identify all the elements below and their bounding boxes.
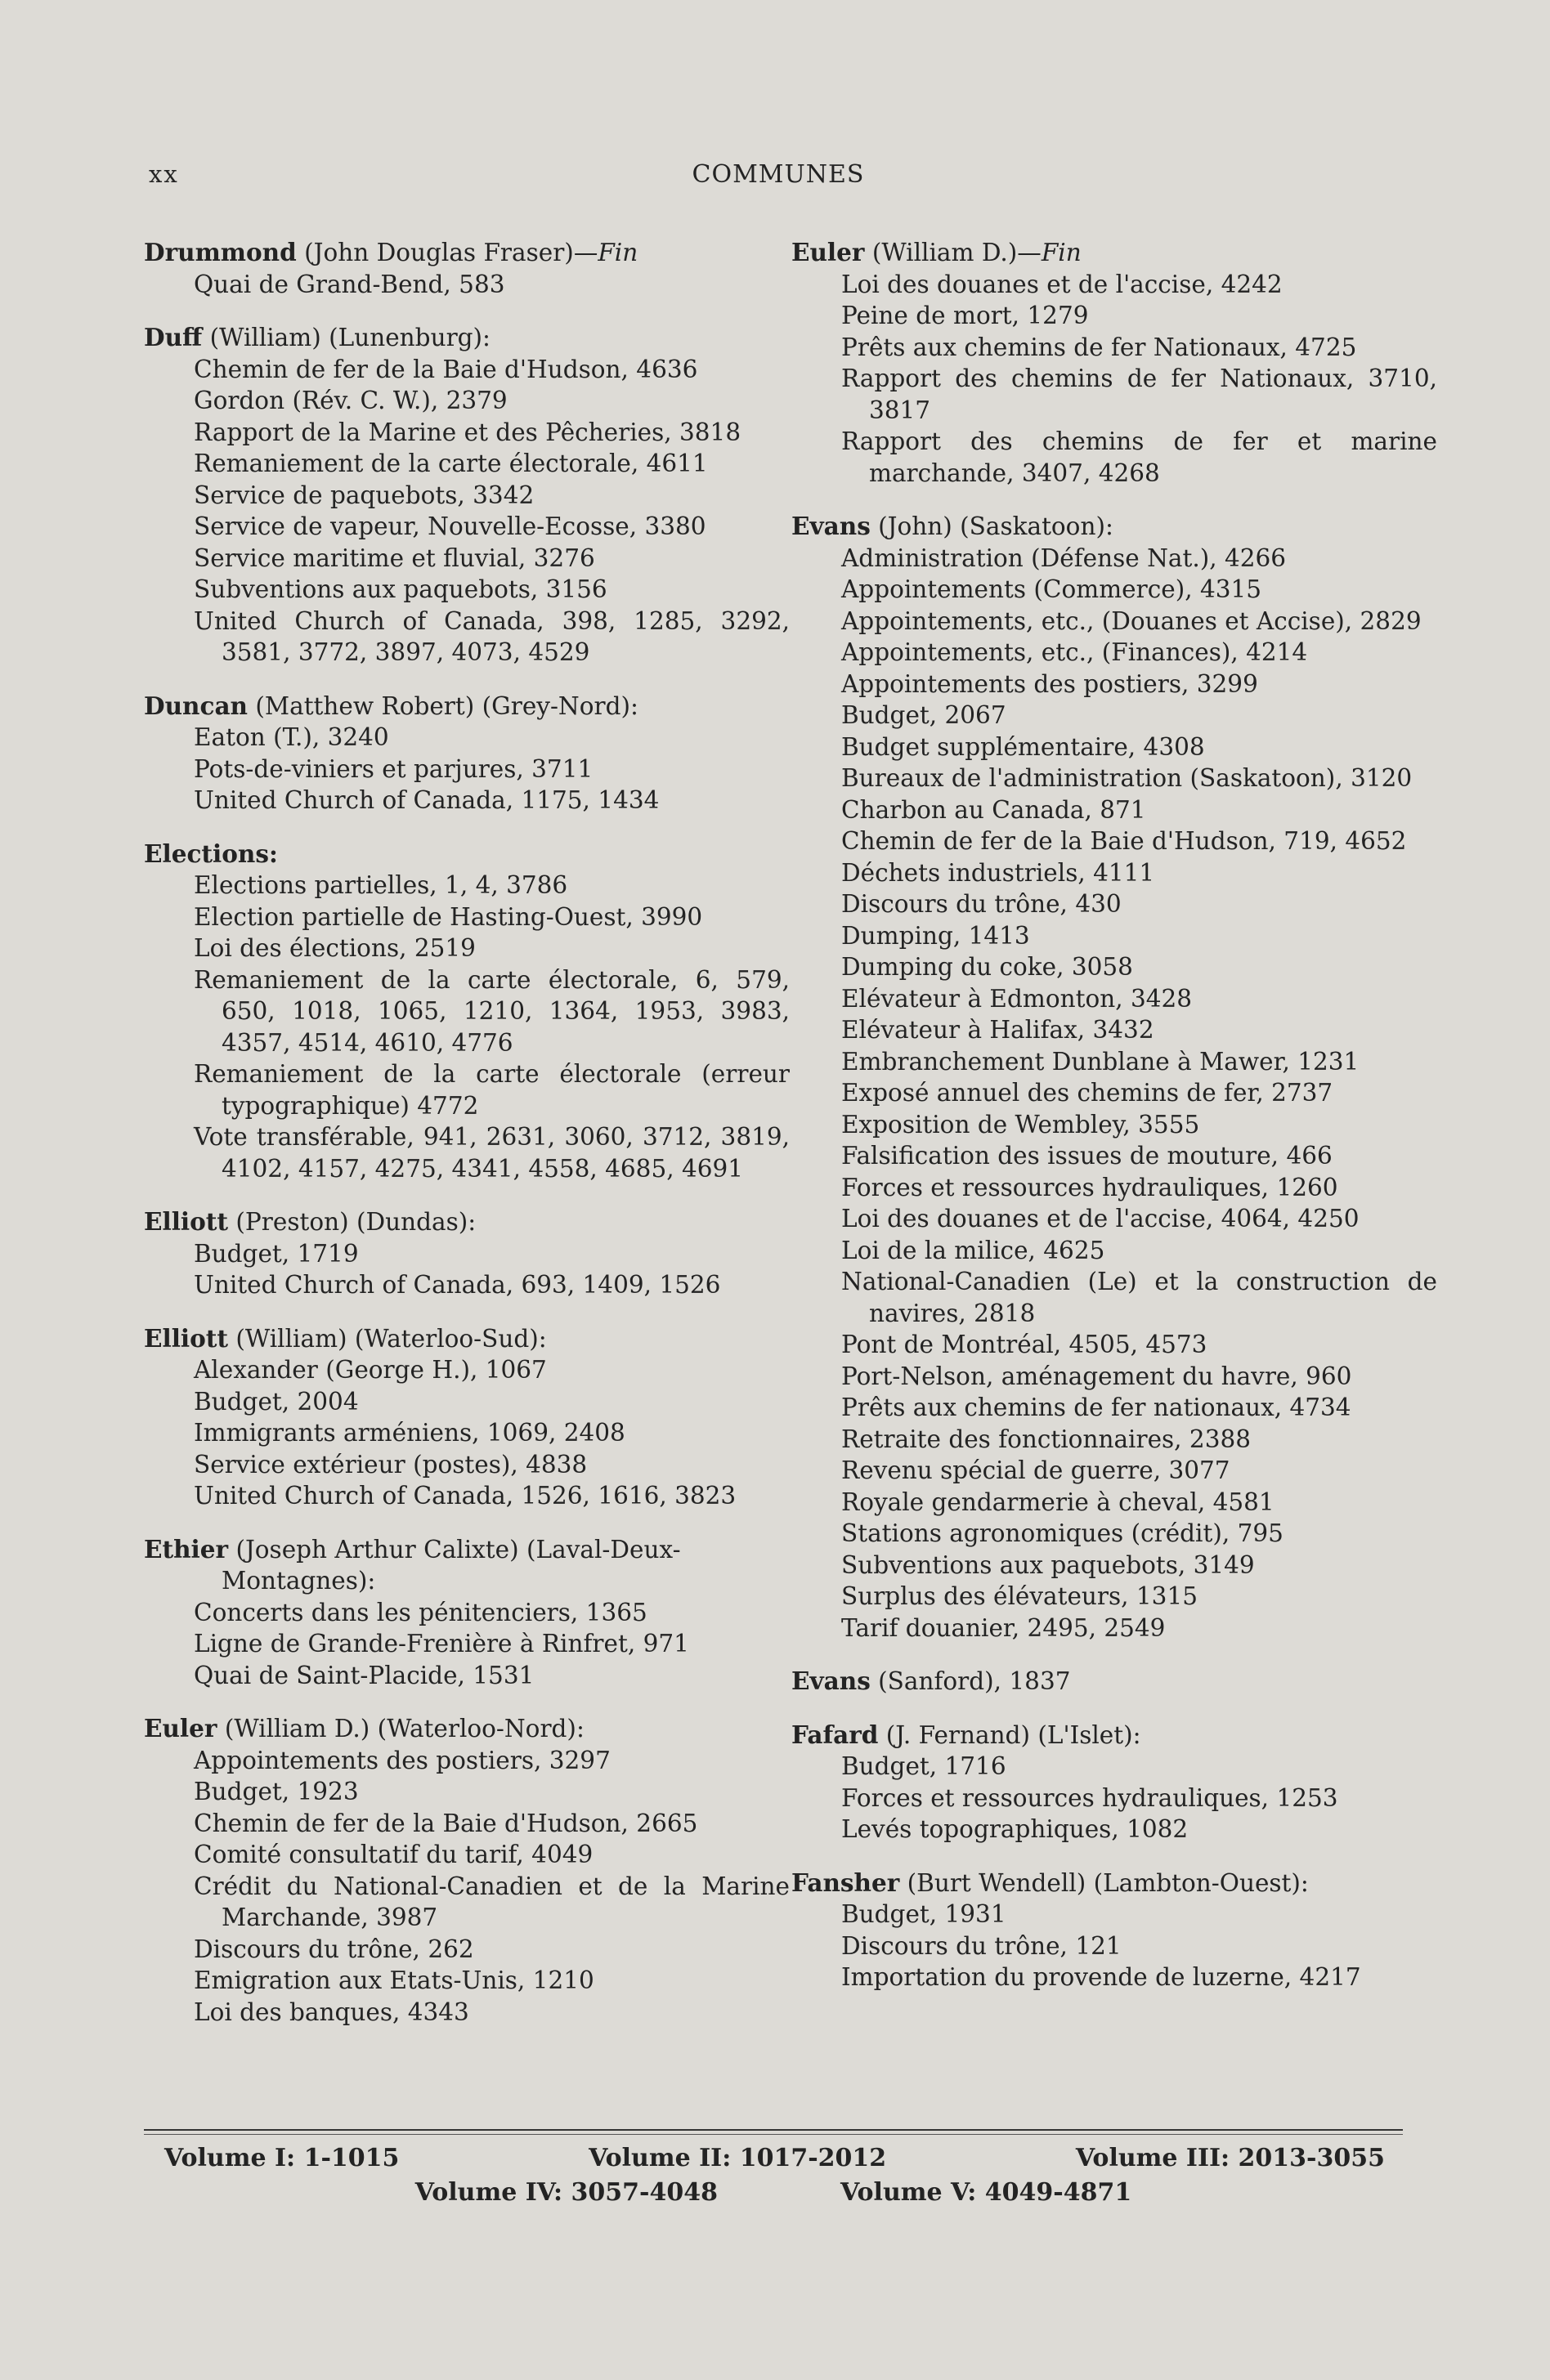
index-entry: [144, 1713, 790, 2028]
member-name: Fafard: [791, 1720, 879, 1749]
index-subentry: Bureaux de l'administration (Saskatoon), 3120: [841, 764, 1413, 792]
index-subentry: Déchets industriels, 4111: [841, 858, 1155, 887]
index-subentry: Budget, 1719: [194, 1239, 359, 1268]
index-subentry: United Church of Canada, 398, 1285, 3292, 3581, 3772, 3897, 4073, 4529: [194, 606, 790, 666]
index-subentry: Budget, 2004: [194, 1387, 359, 1416]
index-subentry: Discours du trône, 430: [841, 890, 1122, 918]
member-details: (William D.) (Waterloo-Nord):: [217, 1715, 585, 1742]
footer-rule: [144, 2129, 1403, 2131]
index-subentry: Embranchement Dunblane à Mawer, 1231: [841, 1047, 1360, 1076]
volume-5-range: Volume V: 4049-4871: [840, 2178, 1132, 2207]
member-name: Elliott: [144, 1207, 229, 1236]
member-details: (Joseph Arthur Calixte) (Laval-Deux-Montagnes):: [222, 1535, 681, 1595]
index-subentry: Peine de mort, 1279: [841, 302, 1089, 329]
index-entry: [791, 1868, 1437, 1993]
index-subentry: Elévateur à Edmonton, 3428: [841, 984, 1193, 1013]
volume-1-range: Volume I: 1-1015: [164, 2144, 400, 2172]
member-details: (William D.)—: [864, 239, 1042, 266]
index-subentry: Dumping du coke, 3058: [841, 953, 1133, 981]
entry-heading: [144, 1206, 790, 1238]
index-subentry: Loi de la milice, 4625: [841, 1236, 1105, 1264]
index-subentry: Port-Nelson, aménagement du havre, 960: [841, 1362, 1352, 1390]
entry-heading: [144, 1713, 790, 1745]
index-subentry: Service de vapeur, Nouvelle-Ecosse, 3380: [194, 512, 706, 540]
member-details: (William) (Waterloo-Sud):: [228, 1324, 547, 1353]
index-subentry: Discours du trône, 121: [841, 1931, 1122, 1960]
member-details: (John) (Saskatoon):: [870, 512, 1113, 540]
index-subentry: Loi des banques, 4343: [194, 1998, 469, 2026]
index-subentry: Exposition de Wembley, 3555: [841, 1110, 1200, 1139]
entry-heading: [144, 691, 790, 722]
member-name: Drummond: [144, 238, 297, 266]
index-subentry: Discours du trône, 262: [194, 1935, 474, 1963]
index-subentry: Rapport des chemins de fer et marine marchande, 3407, 4268: [841, 427, 1437, 487]
entry-heading: [144, 839, 790, 870]
index-subentry: Exposé annuel des chemins de fer, 2737: [841, 1079, 1333, 1107]
index-subentry: Crédit du National-Canadien et de la Marine Marchande, 3987: [194, 1872, 790, 1931]
index-subentry: Service de paquebots, 3342: [194, 481, 535, 509]
index-subentry: Remaniement de la carte électorale (erreur typographique) 4772: [194, 1060, 790, 1120]
member-name: Duff: [144, 323, 203, 351]
index-subentry: Prêts aux chemins de fer Nationaux, 4725: [841, 333, 1357, 361]
index-subentry: Gordon (Rév. C. W.), 2379: [194, 387, 508, 414]
index-subentry: Rapport des chemins de fer Nationaux, 3710, 3817: [841, 365, 1437, 424]
index-subentry: Appointements des postiers, 3297: [194, 1746, 611, 1774]
index-subentry: Vote transférable, 941, 2631, 3060, 3712, 3819, 4102, 4157, 4275, 4341, 4558, 4685, 4691: [194, 1123, 790, 1183]
volume-footer: [144, 2141, 1403, 2210]
index-subentry: Eaton (T.), 3240: [194, 723, 389, 751]
index-subentry: Budget, 1923: [194, 1778, 359, 1805]
index-subentry: Chemin de fer de la Baie d'Hudson, 2665: [194, 1809, 698, 1837]
index-subentry: Ligne de Grande-Frenière à Rinfret, 971: [194, 1630, 689, 1658]
index-subentry: Administration (Défense Nat.), 4266: [841, 544, 1287, 572]
member-details: (Preston) (Dundas):: [228, 1208, 477, 1236]
index-column-left: [144, 237, 790, 2050]
index-subentry: Quai de Grand-Bend, 583: [194, 270, 505, 298]
index-subentry: Prêts aux chemins de fer nationaux, 4734: [841, 1394, 1351, 1421]
entry-heading: [791, 237, 1437, 269]
index-entry: [144, 1534, 790, 1692]
member-details: (J. Fernand) (L'Islet):: [878, 1720, 1141, 1749]
member-details: (William) (Lunenburg):: [202, 324, 491, 351]
index-subentry: Revenu spécial de guerre, 3077: [841, 1456, 1230, 1484]
member-details: (John Douglas Fraser)—: [296, 239, 598, 266]
index-subentry: United Church of Canada, 1175, 1434: [194, 786, 660, 814]
index-column-right: [791, 237, 1437, 2015]
entry-heading: [144, 237, 790, 269]
index-subentry: National-Canadien (Le) et la construction de navires, 2818: [841, 1268, 1437, 1327]
member-name: Euler: [791, 238, 865, 266]
index-subentry: Elections partielles, 1, 4, 3786: [194, 871, 568, 899]
index-subentry: Remaniement de la carte électorale, 6, 579, 650, 1018, 1065, 1210, 1364, 1953, 3983, 4357, 4514, 4610, 4776: [194, 965, 790, 1057]
entry-heading: [791, 1720, 1437, 1751]
index-subentry: Importation du provende de luzerne, 4217: [841, 1963, 1361, 1991]
volume-4-range: Volume IV: 3057-4048: [414, 2178, 719, 2207]
member-name: Elliott: [144, 1323, 229, 1353]
index-subentry: Chemin de fer de la Baie d'Hudson, 4636: [194, 355, 698, 383]
index-subentry: Forces et ressources hydrauliques, 1253: [841, 1783, 1338, 1812]
member-details: (Matthew Robert) (Grey-Nord):: [248, 691, 638, 720]
index-subentry: Appointements (Commerce), 4315: [841, 575, 1262, 603]
member-name: Evans: [791, 512, 871, 540]
entry-heading: [144, 322, 790, 354]
member-name: Ethier: [144, 1534, 229, 1564]
footer-rule-thin: [144, 2134, 1403, 2135]
index-subentry: United Church of Canada, 1526, 1616, 3823: [194, 1482, 737, 1510]
index-subentry: Pots-de-viniers et parjures, 3711: [194, 754, 594, 783]
index-subentry: Emigration aux Etats-Unis, 1210: [194, 1966, 594, 1994]
index-entry: [144, 691, 790, 816]
index-subentry: Subventions aux paquebots, 3149: [841, 1550, 1255, 1579]
member-name: Euler: [144, 1714, 217, 1742]
index-subentry: Budget supplémentaire, 4308: [841, 732, 1205, 761]
index-subentry: Appointements, etc., (Douanes et Accise), 2829: [841, 606, 1422, 635]
index-subentry: Dumping, 1413: [841, 921, 1030, 950]
index-subentry: Appointements, etc., (Finances), 4214: [841, 638, 1308, 666]
continuation-mark: Fin: [598, 239, 638, 266]
volume-3-range: Volume III: 2013-3055: [1075, 2144, 1385, 2172]
index-entry: [144, 839, 790, 1185]
index-entry: [791, 1666, 1437, 1698]
index-subentry: Surplus des élévateurs, 1315: [841, 1582, 1198, 1610]
member-name: Duncan: [144, 691, 249, 720]
index-entry: [791, 237, 1437, 489]
index-subentry: Immigrants arméniens, 1069, 2408: [194, 1419, 625, 1447]
index-subentry: Concerts dans les pénitenciers, 1365: [194, 1598, 647, 1626]
index-subentry: Alexander (George H.), 1067: [194, 1356, 547, 1384]
member-name: Evans: [791, 1666, 871, 1695]
entry-heading: [144, 1534, 790, 1597]
index-entry: [144, 322, 790, 669]
index-subentry: Remaniement de la carte électorale, 4611: [194, 450, 708, 477]
entry-heading: [791, 1666, 1437, 1698]
index-entry: [791, 511, 1437, 1644]
entry-heading: [144, 1323, 790, 1355]
index-subentry: Appointements des postiers, 3299: [841, 669, 1258, 698]
member-details: (Burt Wendell) (Lambton-Ouest):: [899, 1868, 1309, 1897]
index-subentry: Service maritime et fluvial, 3276: [194, 544, 595, 572]
index-subentry: Subventions aux paquebots, 3156: [194, 575, 607, 603]
index-entry: [791, 1720, 1437, 1845]
index-subentry: Chemin de fer de la Baie d'Hudson, 719, 4652: [841, 827, 1407, 855]
member-name: Fansher: [791, 1868, 900, 1897]
index-entry: [144, 1323, 790, 1512]
member-name: Elections:: [144, 839, 278, 868]
member-details: (Sanford), 1837: [870, 1667, 1071, 1695]
index-subentry: Loi des élections, 2519: [194, 934, 476, 962]
index-subentry: Quai de Saint-Placide, 1531: [194, 1661, 535, 1689]
page-header: [149, 160, 1408, 196]
volume-2-range: Volume II: 1017-2012: [589, 2144, 887, 2172]
index-entry: [144, 237, 790, 300]
index-subentry: Elévateur à Halifax, 3432: [841, 1016, 1154, 1044]
index-subentry: Loi des douanes et de l'accise, 4064, 4250: [841, 1205, 1360, 1232]
entry-heading: [791, 1868, 1437, 1899]
page-number: xx: [149, 160, 179, 188]
index-subentry: Stations agronomiques (crédit), 795: [841, 1519, 1283, 1547]
index-subentry: United Church of Canada, 693, 1409, 1526: [194, 1271, 721, 1299]
index-subentry: Rapport de la Marine et des Pêcheries, 3818: [194, 418, 741, 446]
index-subentry: Charbon au Canada, 871: [841, 795, 1146, 824]
continuation-mark: Fin: [1041, 239, 1082, 266]
index-entry: [144, 1206, 790, 1301]
index-subentry: Retraite des fonctionnaires, 2388: [841, 1425, 1251, 1453]
index-subentry: Service extérieur (postes), 4838: [194, 1450, 588, 1479]
index-subentry: Budget, 1716: [841, 1752, 1006, 1780]
index-subentry: Tarif douanier, 2495, 2549: [841, 1613, 1166, 1642]
index-subentry: Comité consultatif du tarif, 4049: [194, 1841, 594, 1868]
entry-heading: [791, 511, 1437, 543]
index-subentry: Budget, 2067: [841, 701, 1006, 729]
index-subentry: Loi des douanes et de l'accise, 4242: [841, 270, 1283, 298]
index-subentry: Budget, 1931: [841, 1900, 1006, 1928]
index-subentry: Royale gendarmerie à cheval, 4581: [841, 1488, 1274, 1516]
index-subentry: Falsification des issues de mouture, 466: [841, 1142, 1333, 1170]
index-subentry: Election partielle de Hasting-Ouest, 3990: [194, 902, 703, 931]
running-title: COMMUNES: [692, 160, 865, 189]
index-subentry: Forces et ressources hydrauliques, 1260: [841, 1173, 1338, 1201]
index-subentry: Levés topographiques, 1082: [841, 1815, 1189, 1843]
index-subentry: Pont de Montréal, 4505, 4573: [841, 1331, 1207, 1358]
